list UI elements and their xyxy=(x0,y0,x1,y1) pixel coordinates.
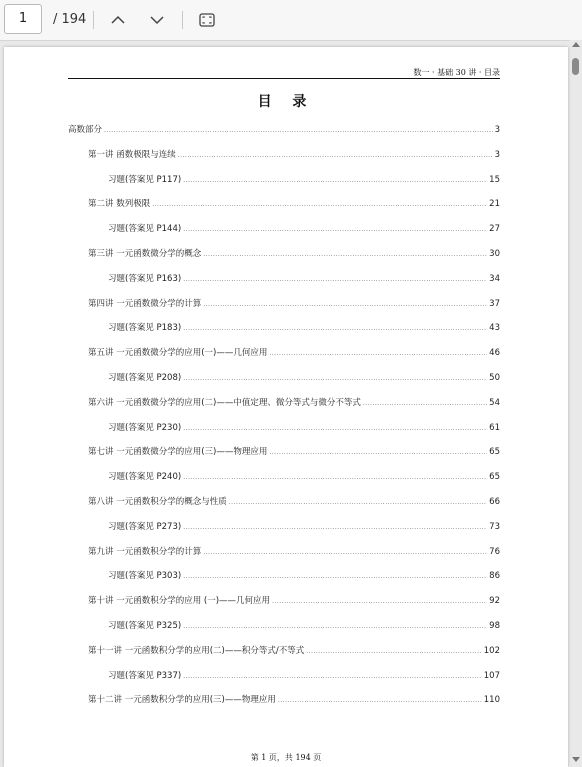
toc-exercise[interactable] xyxy=(108,470,500,482)
toc-entry-page: 66 xyxy=(489,497,500,507)
toc-chapter[interactable] xyxy=(88,346,500,358)
toc-entry-page: 27 xyxy=(489,224,500,235)
toc-exercise[interactable] xyxy=(108,371,500,383)
fit-page-icon xyxy=(199,13,215,27)
toc-chapter[interactable] xyxy=(88,445,500,457)
toc-entry-page: 37 xyxy=(489,298,500,309)
toc-entry-label: 习题(答案见 P183) xyxy=(108,323,182,334)
toc-entry-page: 3 xyxy=(494,125,500,135)
toc-exercise[interactable] xyxy=(108,669,500,681)
toc-leader-dots xyxy=(183,671,482,681)
toc-entry-page: 110 xyxy=(483,695,500,706)
header-rule xyxy=(68,78,500,79)
toc-entry-page: 76 xyxy=(489,546,500,557)
page-header: 数一 · 基础 30 讲 · 目录 xyxy=(413,68,500,77)
toc-entry-page: 30 xyxy=(489,249,500,259)
toc-entry-page: 21 xyxy=(489,199,500,210)
toc-exercise[interactable] xyxy=(108,569,500,581)
toc-entry-label: 第七讲 一元函数微分学的应用(三)——物理应用 xyxy=(88,447,268,458)
toc-section[interactable] xyxy=(68,123,500,135)
toc-entry-label: 习题(答案见 P273) xyxy=(108,521,182,532)
toc-exercise[interactable] xyxy=(108,520,500,532)
toc-chapter[interactable] xyxy=(88,644,500,656)
toc-leader-dots xyxy=(269,348,487,358)
scroll-up-arrow-icon[interactable] xyxy=(572,42,580,47)
toolbar-divider xyxy=(93,11,94,29)
next-page-button[interactable] xyxy=(145,8,169,32)
toc-entry-label: 第八讲 一元函数积分学的概念与性质 xyxy=(88,497,227,507)
toc-entry-label: 习题(答案见 P230) xyxy=(108,422,182,433)
toc-leader-dots xyxy=(203,547,487,557)
toc-leader-dots xyxy=(203,299,487,309)
toc-leader-dots xyxy=(104,125,493,135)
pdf-toolbar xyxy=(0,0,582,41)
page-total-label: / 194 xyxy=(53,12,87,27)
toc-entry-page: 107 xyxy=(483,670,500,681)
toc-leader-dots xyxy=(229,497,487,507)
toc-chapter[interactable] xyxy=(88,247,500,259)
toc-entry-page: 54 xyxy=(489,397,500,408)
pdf-page xyxy=(4,47,568,767)
toc-exercise[interactable] xyxy=(108,222,500,234)
toc-leader-dots xyxy=(183,274,487,284)
scroll-down-arrow-icon[interactable] xyxy=(572,757,580,762)
toc-entry-label: 习题(答案见 P325) xyxy=(108,621,182,631)
toc-entry-page: 15 xyxy=(489,174,500,185)
page-number-input[interactable]: 1 xyxy=(4,4,42,34)
toc-entry-page: 98 xyxy=(489,621,500,631)
toc-leader-dots xyxy=(152,199,487,209)
toc-entry-label: 第三讲 一元函数微分学的概念 xyxy=(88,249,202,259)
toc-leader-dots xyxy=(306,646,482,656)
toc-entry-label: 习题(答案见 P163) xyxy=(108,273,182,284)
toc-exercise[interactable] xyxy=(108,619,500,631)
toc-leader-dots xyxy=(183,423,487,433)
page-footer: 第 1 页，共 194 页 xyxy=(250,753,322,762)
toc-leader-dots xyxy=(278,695,482,705)
chevron-down-icon xyxy=(150,15,164,25)
scrollbar-thumb[interactable] xyxy=(572,58,579,75)
toc-entry-page: 46 xyxy=(489,348,500,359)
vertical-scrollbar[interactable] xyxy=(570,40,582,767)
toc-exercise[interactable] xyxy=(108,173,500,185)
toc-entry-page: 43 xyxy=(489,323,500,334)
toc-entry-label: 习题(答案见 P117) xyxy=(108,174,182,185)
toc-chapter[interactable] xyxy=(88,148,500,160)
page-title: 目 录 xyxy=(257,94,315,110)
toc-entry-page: 65 xyxy=(489,447,500,458)
toc-entry-label: 第六讲 一元函数微分学的应用(二)——中值定理、微分等式与微分不等式 xyxy=(88,397,361,408)
toc-leader-dots xyxy=(183,522,487,532)
toc-leader-dots xyxy=(183,373,487,383)
toc-leader-dots xyxy=(183,621,487,631)
toc-entry-label: 第四讲 一元函数微分学的计算 xyxy=(88,298,202,309)
toc-leader-dots xyxy=(363,398,487,408)
toolbar-divider xyxy=(182,11,183,29)
toc-entry-page: 61 xyxy=(489,422,500,433)
fit-to-page-button[interactable] xyxy=(195,8,219,32)
toc-entry-label: 习题(答案见 P240) xyxy=(108,472,182,483)
toc-entry-page: 92 xyxy=(489,596,500,607)
toc-entry-page: 65 xyxy=(489,472,500,483)
toc-chapter[interactable] xyxy=(88,297,500,309)
toc-entry-label: 第十一讲 一元函数积分学的应用(二)——积分等式/不等式 xyxy=(88,645,305,656)
toc-leader-dots xyxy=(183,224,487,234)
toc-leader-dots xyxy=(183,175,487,185)
toc-exercise[interactable] xyxy=(108,321,500,333)
toc-leader-dots xyxy=(203,249,487,259)
toc-leader-dots xyxy=(272,596,487,606)
chevron-up-icon xyxy=(111,15,125,25)
toc-leader-dots xyxy=(183,571,487,581)
toc-entry-label: 第十二讲 一元函数积分学的应用(三)——物理应用 xyxy=(88,695,276,706)
toc-entry-page: 3 xyxy=(494,149,500,160)
toc-chapter[interactable] xyxy=(88,396,500,408)
toc-entry-label: 第九讲 一元函数积分学的计算 xyxy=(88,546,202,557)
previous-page-button[interactable] xyxy=(106,8,130,32)
toc-entry-label: 高数部分 xyxy=(68,125,103,135)
toc-entry-page: 86 xyxy=(489,571,500,582)
toc-entry-label: 习题(答案见 P144) xyxy=(108,224,182,235)
toc-leader-dots xyxy=(183,472,487,482)
toc-leader-dots xyxy=(178,150,493,160)
toc-leader-dots xyxy=(269,447,487,457)
toc-entry-label: 习题(答案见 P337) xyxy=(108,670,182,681)
toc-exercise[interactable] xyxy=(108,272,500,284)
toc-entry-label: 第十讲 一元函数积分学的应用 (一)——几何应用 xyxy=(88,596,271,607)
toc-chapter[interactable] xyxy=(88,545,500,557)
toc-chapter[interactable] xyxy=(88,594,500,606)
toc-entry-label: 习题(答案见 P303) xyxy=(108,571,182,582)
toc-leader-dots xyxy=(183,323,487,333)
toc-exercise[interactable] xyxy=(108,421,500,433)
toc-entry-label: 第一讲 函数极限与连续 xyxy=(88,149,176,160)
toc-entry-label: 第二讲 数列极限 xyxy=(88,199,151,210)
toc-entry-label: 第五讲 一元函数微分学的应用(一)——几何应用 xyxy=(88,348,268,359)
toc-entry-page: 50 xyxy=(489,373,500,383)
toc-chapter[interactable] xyxy=(88,693,500,705)
toc-entry-page: 34 xyxy=(489,273,500,284)
toc-entry-label: 习题(答案见 P208) xyxy=(108,373,182,383)
toc-entry-page: 73 xyxy=(489,521,500,532)
toc-chapter[interactable] xyxy=(88,495,500,507)
toc-entry-page: 102 xyxy=(483,645,500,656)
toc-chapter[interactable] xyxy=(88,197,500,209)
